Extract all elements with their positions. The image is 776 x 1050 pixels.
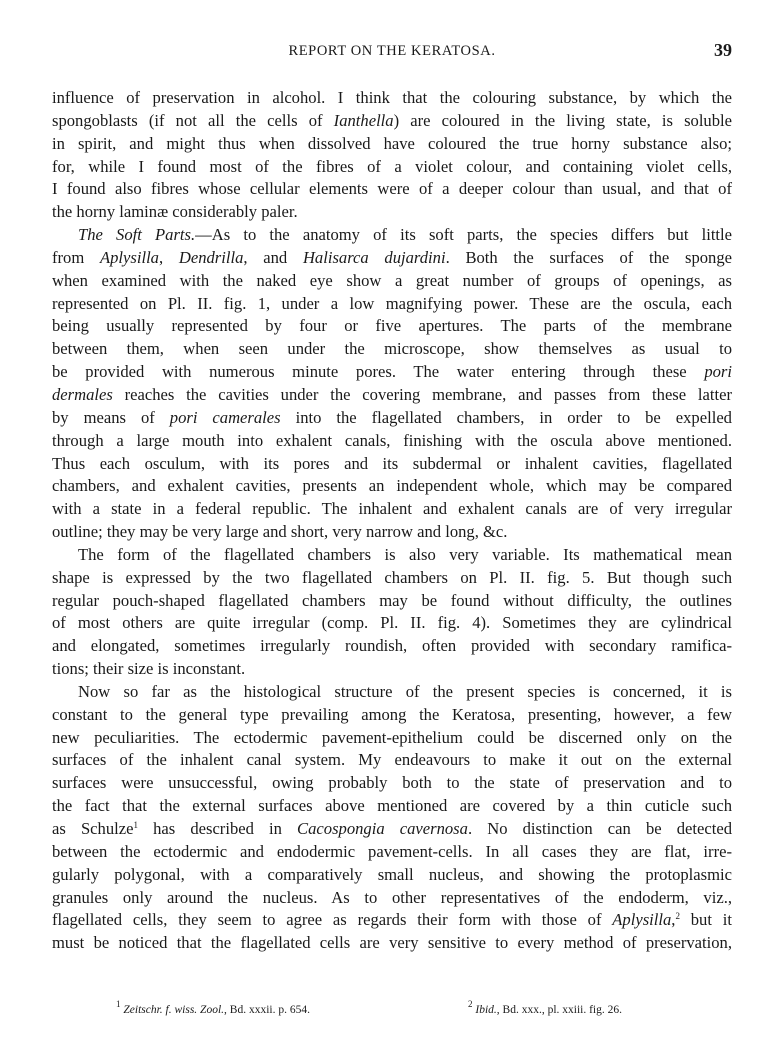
text-line — [52, 658, 732, 681]
text-run: tions; their size is inconstant. — [52, 659, 246, 679]
text-run: be provided with numerous minute pores. The water entering through these — [52, 362, 705, 382]
text-run: ) are coloured in the living state, is soluble — [393, 110, 733, 130]
text-run: granules only around the nucleus. As to other representatives of the endoderm, viz., — [52, 887, 732, 907]
text-line — [52, 156, 732, 179]
text-line — [52, 772, 732, 795]
text-line — [52, 338, 732, 361]
text-run: of most others are quite irregular (comp. Pl. II. fig. 4). Sometimes they are cylindrical — [52, 613, 732, 633]
text-line — [52, 247, 732, 270]
text-run: I found also fibres whose cellular elements were of a deeper colour than usual, and that of — [52, 179, 732, 199]
text-run: has described in — [137, 819, 298, 838]
italic-text: Ianthella — [333, 110, 394, 130]
text-run: must be noticed that the flagellated cells are very sensitive to every method of preservation, — [52, 933, 732, 953]
italic-text: Cacospongia cavernosa — [297, 819, 468, 838]
footnotes — [52, 999, 732, 1022]
footnote-marker: 1 — [116, 999, 121, 1009]
text-run: , — [158, 247, 179, 267]
text-line — [52, 887, 732, 910]
text-run: The form of the flagellated chambers is also very variable. Its mathematical mean — [78, 544, 732, 564]
text-line — [52, 932, 732, 955]
italic-text: Zeitschr. f. wiss. Zool. — [123, 1004, 225, 1016]
text-line — [52, 384, 732, 407]
footnote-marker: 1 — [133, 820, 138, 830]
text-run: , and — [243, 247, 303, 267]
text-run: from — [52, 247, 100, 267]
text-run: as Schulze — [52, 819, 134, 838]
text-run: represented on Pl. II. fig. 1, under a low magnifying power. These are the oscula, each — [52, 293, 732, 313]
text-line — [52, 521, 732, 544]
text-line — [52, 590, 732, 613]
text-run: the horny laminæ considerably paler. — [52, 202, 298, 222]
text-run: into the flagellated chambers, in order to be expelled — [280, 407, 732, 427]
text-run: between them, when seen under the microscope, show themselves as usual to — [52, 339, 732, 359]
text-line — [52, 270, 732, 293]
text-line — [52, 909, 732, 932]
text-line — [52, 864, 732, 887]
text-run: Now so far as the histological structure of the present species is concerned, it is — [78, 681, 732, 701]
italic-text: Dendrilla — [178, 247, 244, 267]
text-line — [52, 704, 732, 727]
italic-text: The Soft Parts. — [78, 225, 196, 245]
text-run: gularly polygonal, with a comparatively small nucleus, and showing the protoplasmic — [52, 864, 732, 884]
text-line — [52, 818, 732, 841]
text-run: , Bd. xxxii. p. 654. — [224, 1004, 310, 1016]
text-line — [52, 315, 732, 338]
text-line — [52, 795, 732, 818]
text-run: when examined with the naked eye show a great number of groups of openings, as — [52, 270, 732, 290]
italic-text: Aplysilla — [612, 910, 672, 930]
italic-text: Ibid. — [475, 1004, 497, 1016]
text-line — [52, 841, 732, 864]
text-run: spongoblasts (if not all the cells of — [52, 110, 334, 130]
text-run: surfaces of the inhalent canal system. My endeavours to make it out on the external — [52, 750, 732, 770]
text-run: constant to the general type prevailing among the Keratosa, presenting, however, a few — [52, 704, 732, 724]
footnote-2 — [468, 999, 623, 1016]
text-line — [52, 201, 732, 224]
text-run: through a large mouth into exhalent canals, finishing with the oscula above mentioned. — [52, 430, 732, 450]
italic-text: dermales — [52, 384, 113, 404]
text-run: . No distinction can be detected — [467, 819, 732, 838]
text-run: but it — [679, 910, 732, 930]
footnote-marker: 2 — [675, 911, 680, 922]
footnote-1 — [116, 999, 310, 1016]
text-run: with a state in a federal republic. The inhalent and exhalent canals are of very irregular — [52, 499, 732, 519]
italic-text: Halisarca dujardini — [302, 247, 446, 267]
text-run: . Both the surfaces of the sponge — [445, 247, 733, 267]
text-line — [52, 544, 732, 567]
italic-text: Aplysilla — [99, 247, 159, 267]
body-text — [52, 87, 732, 955]
text-line — [52, 178, 732, 201]
text-line — [52, 133, 732, 156]
text-run: new peculiarities. The ectodermic pavement-epithelium could be discerned only on the — [52, 727, 732, 747]
text-run: regular pouch-shaped flagellated chambers may be found without difficulty, the outlines — [52, 590, 732, 610]
text-run: the fact that the external surfaces above mentioned are covered by a thin cuticle such — [52, 796, 732, 816]
text-run: being usually represented by four or five apertures. The parts of the membrane — [52, 316, 732, 336]
text-line — [52, 749, 732, 772]
text-line — [52, 612, 732, 635]
text-run: reaches the cavities under the covering membrane, and passes from these latter — [112, 384, 732, 404]
text-line — [52, 407, 732, 430]
italic-text: pori camerales — [169, 407, 281, 427]
text-line — [52, 475, 732, 498]
page-number: 39 — [714, 40, 732, 60]
text-line — [52, 635, 732, 658]
text-run: by means of — [52, 407, 170, 427]
text-line — [52, 110, 732, 133]
text-run: , — [671, 910, 676, 930]
page-header — [52, 40, 732, 62]
footnote-marker: 2 — [468, 999, 473, 1009]
text-run: and elongated, sometimes irregularly roundish, often provided with secondary ramifica- — [52, 636, 732, 656]
text-run: in spirit, and might thus when dissolved have coloured the true horny substance also; — [52, 133, 732, 153]
text-line — [52, 681, 732, 704]
text-line — [52, 727, 732, 750]
text-run: shape is expressed by the two flagellated chambers on Pl. II. fig. 5. But though such — [52, 567, 732, 587]
text-run: between the ectodermic and endodermic pavement-cells. In all cases they are flat, irre- — [52, 841, 732, 861]
text-run: flagellated cells, they seem to agree as regards their form with those of — [52, 910, 613, 930]
text-run: surfaces were unsuccessful, owing probably both to the state of preservation and to — [52, 773, 732, 793]
text-line — [52, 498, 732, 521]
text-line — [52, 224, 732, 247]
text-run: chambers, and exhalent cavities, presents an independent whole, which may be compared — [52, 476, 732, 496]
running-title: REPORT ON THE KERATOSA. — [288, 43, 496, 59]
text-run: —As to the anatomy of its soft parts, the species differs but little — [195, 225, 733, 245]
italic-text: pori — [704, 362, 732, 382]
text-run: influence of preservation in alcohol. I think that the colouring substance, by which the — [52, 88, 732, 107]
text-line — [52, 453, 732, 476]
text-run: for, while I found most of the fibres of a violet colour, and containing violet cells, — [52, 156, 732, 176]
text-run: outline; they may be very large and short, very narrow and long, &c. — [52, 522, 508, 542]
text-line — [52, 567, 732, 590]
text-run: Thus each osculum, with its pores and its subdermal or inhalent cavities, flagellated — [52, 453, 732, 473]
text-line — [52, 430, 732, 453]
text-line — [52, 361, 732, 384]
text-run: , Bd. xxx., pl. xxiii. fig. 26. — [496, 1004, 623, 1016]
text-line — [52, 87, 732, 110]
text-line — [52, 293, 732, 316]
